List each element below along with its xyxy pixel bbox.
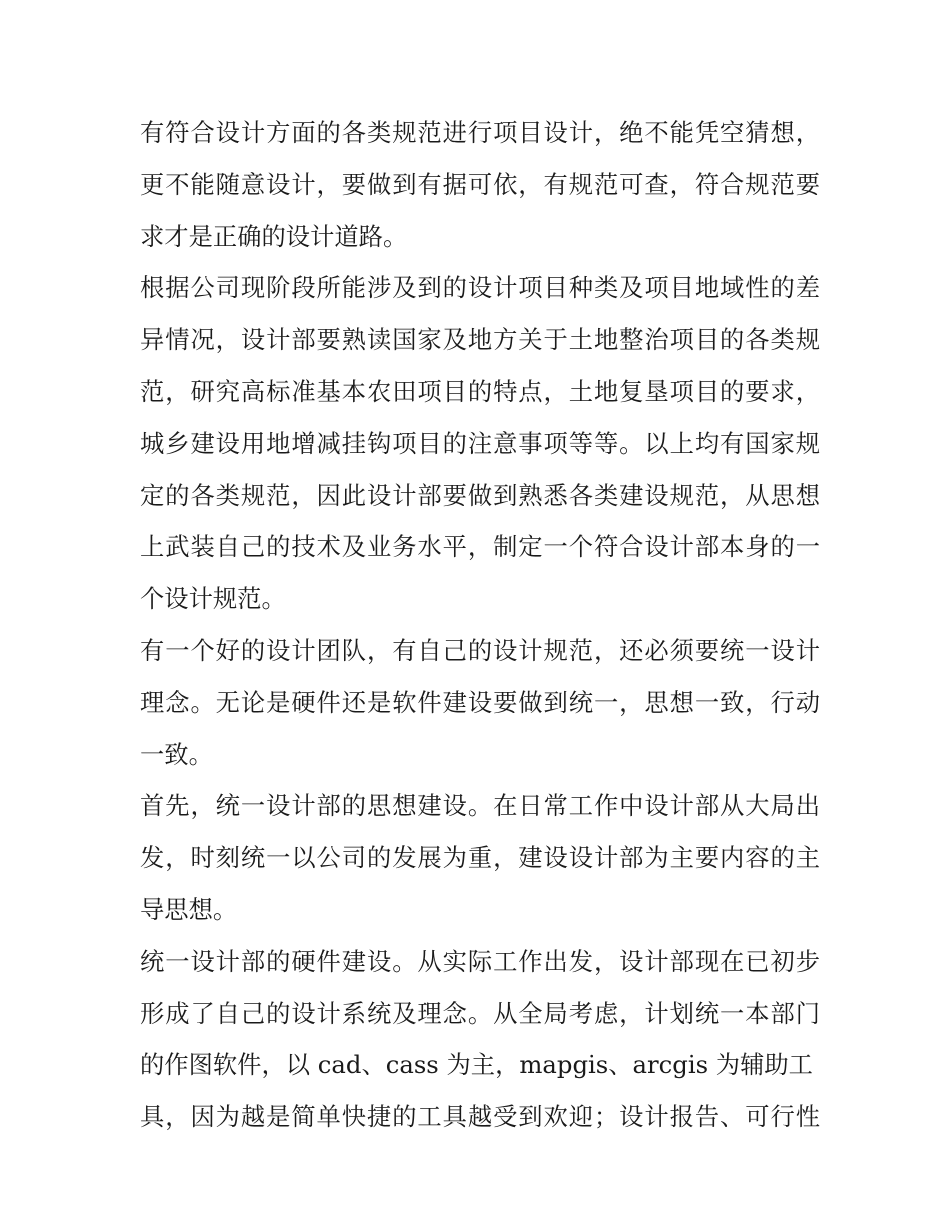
- document-page: [140, 107, 820, 1143]
- text-line: 范，研究高标准基本农田项目的特点，土地复垦项目的要求，: [140, 376, 820, 406]
- text-line: 导思想。: [140, 894, 238, 924]
- text-line: 首先，统一设计部的思想建设。在日常工作中设计部从大局出: [140, 791, 820, 821]
- text-line: 有一个好的设计团队，有自己的设计规范，还必须要统一设计: [140, 635, 820, 665]
- text-line: 一致。: [140, 739, 213, 769]
- text-line: 根据公司现阶段所能涉及到的设计项目种类及项目地域性的差: [140, 273, 820, 303]
- text-line: 统一设计部的硬件建设。从实际工作出发，设计部现在已初步: [140, 946, 820, 976]
- text-line: 有符合设计方面的各类规范进行项目设计，绝不能凭空猜想，: [140, 118, 820, 147]
- text-line: 形成了自己的设计系统及理念。从全局考虑，计划统一本部门: [140, 998, 820, 1028]
- text-line: 上武装自己的技术及业务水平，制定一个符合设计部本身的一: [140, 532, 820, 562]
- text-line: 定的各类规范，因此设计部要做到熟悉各类建设规范，从思想: [140, 480, 820, 510]
- text-line: 异情况，设计部要熟读国家及地方关于土地整治项目的各类规: [140, 325, 820, 355]
- text-line: 城乡建设用地增减挂钩项目的注意事项等等。以上均有国家规: [140, 428, 820, 458]
- text-line: 理念。无论是硬件还是软件建设要做到统一，思想一致，行动: [140, 687, 820, 717]
- text-line: 求才是正确的设计道路。: [140, 221, 408, 251]
- text-line: 的作图软件，以 cad、cass 为主，mapgis、arcgis 为辅助工: [140, 1050, 813, 1080]
- text-line: 更不能随意设计，要做到有据可依，有规范可查，符合规范要: [140, 169, 820, 199]
- text-line: 具，因为越是简单快捷的工具越受到欢迎；设计报告、可行性: [140, 1102, 820, 1132]
- text-line: 发，时刻统一以公司的发展为重，建设设计部为主要内容的主: [140, 843, 820, 873]
- text-line: 个设计规范。: [140, 584, 286, 614]
